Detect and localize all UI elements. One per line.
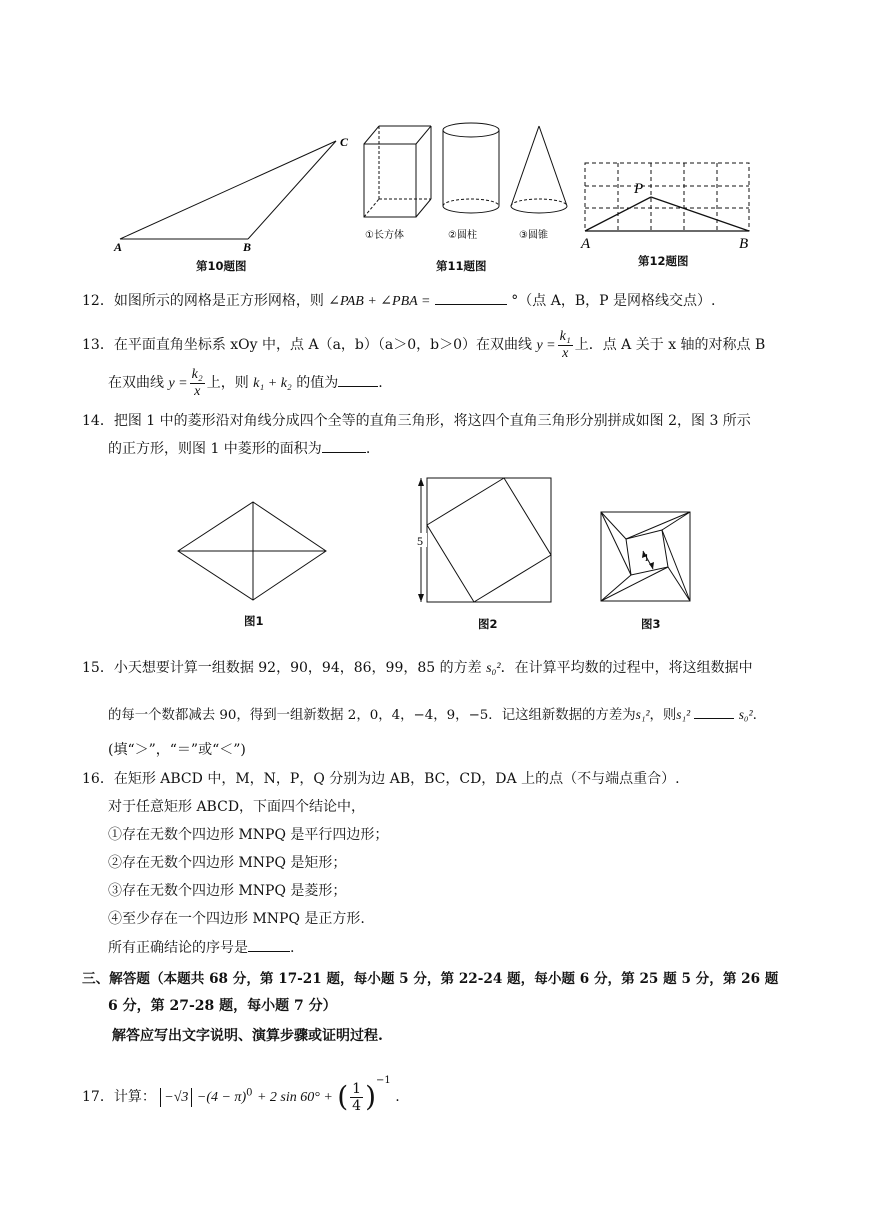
figure-11 — [355, 118, 585, 248]
answer-blank[interactable] — [248, 937, 290, 952]
question-14-line2 — [108, 438, 370, 459]
question-15-line3: (填“＞”，“＝”或“＜”) — [108, 742, 246, 758]
option-4: ④至少存在一个四边形 MNPQ 是正方形. — [108, 911, 365, 927]
question-15-line2 — [108, 704, 757, 726]
option-2: ②存在无数个四边形 MNPQ 是矩形； — [108, 855, 347, 871]
q-text: 在矩形 ABCD 中，M，N，P，Q 分别为边 AB，BC，CD，DA 上的点（不与端点重合）. — [113, 771, 680, 787]
variance-s0: s₀² — [738, 707, 753, 722]
exponent-zero: 0 — [246, 1087, 253, 1099]
q-text: 把图 1 中的菱形沿对角线分成四个全等的直角三角形，将这四个直角三角形分别拼成如图 2，图 3 所示 — [113, 413, 751, 429]
variance-s0: s₀² — [486, 661, 501, 676]
eq2-lhs: y = — [168, 376, 188, 391]
q-text: 小天想要计算一组数据 92，90，94，86，99，85 的方差 — [113, 660, 482, 676]
side-label: 5 — [417, 534, 423, 548]
answer-blank[interactable] — [322, 438, 366, 453]
q-text: 所有正确结论的序号是 — [108, 940, 248, 956]
frac-num: 1 — [352, 1080, 362, 1097]
question-14-line1 — [82, 411, 751, 431]
q-text: . — [752, 708, 757, 723]
q-text: . — [395, 1089, 400, 1105]
question-16-line2: 对于任意矩形 ABCD，下面四个结论中， — [108, 799, 366, 815]
q-text: °（点 A，B，P 是网格线交点）. — [511, 293, 716, 309]
variance-s1: s₁² — [635, 707, 650, 722]
q-number: 15． — [82, 660, 114, 676]
option-1: ①存在无数个四边形 MNPQ 是平行四边形； — [108, 827, 389, 843]
label-A: A — [581, 236, 591, 252]
section-3-header-cont: 6 分，第 27-28 题，每小题 7 分） — [108, 998, 337, 1014]
question-12 — [82, 290, 715, 312]
q-text: ．在计算平均数的过程中，将这组数据中 — [500, 660, 753, 676]
eq2-fraction — [190, 367, 205, 400]
q-number: 14． — [82, 413, 114, 429]
question-13-line2 — [108, 365, 383, 402]
inner-label: 1 — [644, 553, 649, 564]
fraction — [350, 1081, 363, 1114]
figure-11-caption: 第11题图 — [436, 259, 487, 273]
eq1-num: k₁ — [559, 328, 571, 344]
eq1-lhs: y = — [536, 338, 556, 353]
section-3-header: 三、解答题（本题共 68 分，第 17-21 题，每小题 5 分，第 22-24 题，每小题 6 分，第 25 题 5 分，第 26 题 — [82, 971, 779, 987]
figure-12 — [575, 155, 760, 255]
q-number: 13． — [82, 337, 114, 353]
answer-blank[interactable] — [435, 290, 507, 305]
q-text: . — [290, 940, 295, 956]
q-text: 上，则 — [206, 375, 249, 391]
question-16-line1 — [82, 769, 680, 789]
right-paren: ) — [365, 1080, 377, 1113]
question-13-line1 — [82, 327, 765, 364]
figure-14-caption-2: 图2 — [478, 617, 498, 631]
q-text: . — [365, 441, 371, 457]
label-P: P — [634, 181, 644, 197]
question-16-last — [108, 937, 294, 958]
q-number: 12． — [82, 293, 114, 309]
q-number: 16． — [82, 771, 114, 787]
question-15-line1 — [82, 658, 753, 679]
figure-14-square-2 — [410, 470, 560, 610]
solid-label-cylinder: ②圆柱 — [448, 230, 477, 241]
q-text: 如图所示的网格是正方形网格，则 — [113, 293, 324, 309]
cone-shape — [511, 126, 567, 213]
q-text: 的正方形，则图 1 中菱形的面积为 — [108, 441, 322, 457]
label-A: A — [114, 240, 123, 254]
q-text: 在平面直角坐标系 xOy 中，点 A（a，b）（a＞0，b＞0）在双曲线 — [113, 337, 533, 353]
label-C: C — [340, 135, 349, 149]
math-term: + 2 sin 60° + — [256, 1090, 333, 1105]
figure-12-caption: 第12题图 — [638, 254, 689, 268]
q-text: 在双曲线 — [108, 375, 164, 391]
math-term: −(4 − π) — [196, 1090, 247, 1105]
answer-blank[interactable] — [694, 704, 734, 719]
figure-14-caption-3: 图3 — [641, 617, 661, 631]
q-text: . — [378, 375, 383, 391]
eq2-den: x — [194, 383, 201, 399]
eq1-den: x — [562, 345, 569, 361]
figure-14-rhombus — [170, 495, 340, 610]
label-B: B — [739, 236, 749, 252]
label-B: B — [243, 240, 252, 254]
cylinder-shape — [443, 123, 499, 213]
eq1-fraction — [558, 329, 573, 362]
figure-10 — [100, 130, 360, 270]
frac-den: 4 — [352, 1097, 362, 1114]
solid-label-cone: ③圆锥 — [519, 230, 548, 241]
eq2-num: k₂ — [191, 366, 203, 382]
exponent-neg: −1 — [376, 1075, 391, 1086]
q-text: ，则 — [649, 708, 677, 723]
question-17 — [82, 1063, 400, 1116]
option-3: ③存在无数个四边形 MNPQ 是菱形； — [108, 883, 347, 899]
abs-value: −√3 — [160, 1088, 192, 1107]
q-text: 的每一个数都减去 90，得到一组新数据 2，0，4，−4，9，−5．记这组新数据的方差为 — [108, 708, 636, 723]
cuboid-shape — [364, 126, 431, 217]
math-expr: k₁ + k₂ — [253, 376, 292, 391]
q-text: 的值为 — [296, 375, 339, 391]
figure-14-square-3 — [596, 505, 696, 610]
variance-s1: s₁² — [676, 707, 691, 722]
q-number: 17． — [82, 1089, 114, 1105]
q-text: 上．点 A 关于 x 轴的对称点 B — [574, 337, 766, 353]
figure-14-caption-1: 图1 — [244, 614, 264, 628]
q-text: 计算： — [113, 1089, 156, 1105]
figure-10-caption: 第10题图 — [196, 259, 247, 273]
answer-blank[interactable] — [338, 372, 378, 387]
section-3-instruction: 解答应写出文字说明、演算步骤或证明过程. — [112, 1028, 383, 1044]
left-paren: ( — [337, 1080, 349, 1113]
solid-label-cuboid: ①长方体 — [365, 230, 404, 241]
math-expr: ∠PAB + ∠PBA = — [328, 294, 431, 309]
